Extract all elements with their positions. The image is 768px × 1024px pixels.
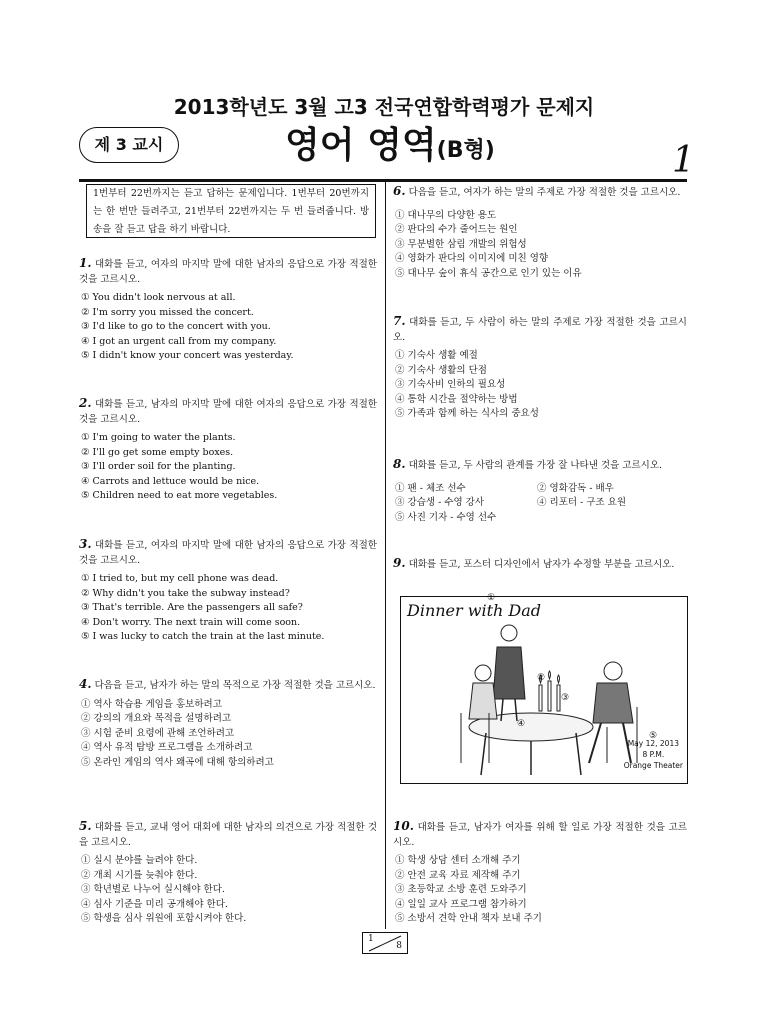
page-number: 1 (672, 140, 695, 181)
poster-place: Orange Theater (623, 761, 683, 770)
listening-notice: 1번부터 22번까지는 듣고 답하는 문제입니다. 1번부터 20번까지는 한 번만 들려주고, 21번부터 22번까지는 두 번 들려줍니다. 방송을 잘 듣고 답을 하기 바랍니다. (86, 184, 376, 238)
poster-date: May 12, 2013 (627, 739, 679, 748)
question-number: 2. (79, 396, 92, 410)
option[interactable]: ② 안전 교육 자료 제작해 주기 (395, 869, 521, 881)
option[interactable]: ⑤ Children need to eat more vegetables. (81, 490, 278, 501)
option[interactable]: ④ I got an urgent call from my company. (81, 335, 277, 347)
question-number: 8. (393, 457, 406, 471)
question-number: 9. (393, 556, 406, 570)
option[interactable]: ② 판다의 수가 줄어드는 원인 (395, 224, 518, 235)
page-counter (362, 932, 408, 954)
current-page: 1 (368, 934, 374, 944)
exam-title: 2013학년도 3월 고3 전국연합학력평가 문제지 (173, 95, 595, 119)
header-rule (79, 179, 687, 182)
option[interactable]: ① 역사 학습용 게임을 홍보하려고 (81, 698, 222, 710)
question-5 (79, 819, 377, 927)
option[interactable]: ③ 초등학교 소방 훈련 도와주기 (395, 884, 527, 895)
question-stem: 대화를 듣고, 포스터 디자인에서 남자가 수정할 부분을 고르시오. (408, 559, 675, 570)
question-stem: 대화를 듣고, 여자의 마지막 말에 대한 남자의 응답으로 가장 적절한 것을 고르시오. (79, 259, 377, 285)
subject-form: (B형) (436, 138, 495, 163)
option[interactable]: ③ 무분별한 삼림 개발의 위험성 (395, 238, 527, 250)
option-list (81, 572, 377, 645)
option-list (81, 431, 377, 504)
poster-time: 8 P.M. (642, 750, 665, 759)
option-list (81, 291, 377, 364)
option[interactable]: ① 기숙사 생활 예절 (395, 350, 478, 361)
question-stem: 대화를 듣고, 남자의 마지막 말에 대한 여자의 응답으로 가장 적절한 것을 고르시오. (79, 399, 377, 425)
option-list (395, 482, 687, 526)
option[interactable]: ① I tried to, but my cell phone was dead. (81, 573, 279, 584)
question-2 (79, 396, 377, 504)
question-1 (79, 256, 377, 364)
question-8 (393, 457, 687, 525)
option[interactable]: ④ 일일 교사 프로그램 참가하기 (395, 898, 527, 910)
question-stem: 대화를 듣고, 두 사람이 하는 말의 주제로 가장 적절한 것을 고르시오. (393, 317, 687, 343)
option[interactable]: ③ 시험 준비 요령에 관해 조언하려고 (81, 727, 235, 739)
column-divider (385, 181, 386, 929)
option[interactable]: ② 영화감독 - 배우 (537, 482, 614, 494)
marker-5: ⑤ (649, 731, 658, 741)
option[interactable]: ③ 기숙사비 인하의 필요성 (395, 379, 506, 390)
poster-event-info (624, 738, 683, 771)
option-list (395, 854, 687, 927)
question-number: 7. (393, 314, 406, 328)
option[interactable]: ⑤ 사진 기자 - 수영 선수 (395, 511, 497, 523)
poster-illustration (400, 593, 688, 784)
question-6 (393, 184, 687, 281)
question-number: 5. (79, 819, 92, 833)
option[interactable]: ⑤ I was lucky to catch the train at the last minute. (81, 631, 325, 642)
session-badge: 제 3 교시 (79, 127, 179, 163)
question-number: 10. (393, 819, 414, 833)
option[interactable]: ④ Don't worry. The next train will come soon. (81, 616, 301, 628)
option-list (81, 698, 377, 771)
question-number: 6. (393, 184, 406, 198)
option[interactable]: ④ Carrots and lettuce would be nice. (81, 475, 260, 487)
marker-4: ④ (517, 719, 526, 729)
option[interactable]: ④ 역사 유적 탐방 프로그램을 소개하려고 (81, 742, 253, 753)
option[interactable]: ② 강의의 개요와 목적을 설명하려고 (81, 713, 232, 724)
question-stem: 대화를 듣고, 교내 영어 대회에 대한 남자의 의견으로 가장 적절한 것을 고르시오. (79, 822, 377, 848)
subject-title (285, 125, 495, 172)
option[interactable]: ④ 통학 시간을 절약하는 방법 (395, 393, 518, 405)
option[interactable]: ① 대나무의 다양한 용도 (395, 209, 497, 221)
total-pages: 8 (396, 941, 402, 951)
question-number: 4. (79, 677, 92, 691)
question-4 (79, 677, 377, 770)
question-10 (393, 819, 687, 927)
option[interactable]: ② I'm sorry you missed the concert. (81, 306, 254, 318)
option[interactable]: ⑤ 가족과 함께 하는 식사의 중요성 (395, 408, 539, 419)
option[interactable]: ① I'm going to water the plants. (81, 432, 236, 443)
question-stem: 다음을 듣고, 남자가 하는 말의 목적으로 가장 적절한 것을 고르시오. (94, 680, 376, 691)
marker-3: ③ (561, 693, 570, 703)
option[interactable]: ③ I'd like to go to the concert with you. (81, 321, 271, 332)
option[interactable]: ③ 강습생 - 수영 강사 (395, 497, 485, 508)
option[interactable]: ② 기숙사 생활의 단점 (395, 364, 487, 376)
option[interactable]: ⑤ 온라인 게임의 역사 왜곡에 대해 항의하려고 (81, 756, 274, 768)
poster-title: Dinner with Dad (407, 601, 541, 620)
marker-1: ① (487, 593, 496, 603)
option[interactable]: ④ 리포터 - 구조 요원 (537, 497, 627, 508)
question-stem: 대화를 듣고, 여자의 마지막 말에 대한 남자의 응답으로 가장 적절한 것을 고르시오. (79, 540, 377, 566)
option[interactable]: ② 개최 시기를 늦춰야 한다. (81, 869, 198, 881)
option[interactable]: ① 팬 - 체조 선수 (395, 482, 466, 494)
option-list (81, 854, 377, 927)
option[interactable]: ① 학생 상담 센터 소개해 주기 (395, 855, 521, 866)
option[interactable]: ⑤ 소방서 견학 안내 책자 보내 주기 (395, 913, 542, 924)
option-list (395, 209, 687, 282)
option[interactable]: ⑤ 학생을 심사 위원에 포함시켜야 한다. (81, 913, 247, 924)
option[interactable]: ⑤ 대나무 숲이 휴식 공간으로 인기 있는 이유 (395, 267, 582, 279)
option[interactable]: ③ 학년별로 나누어 실시해야 한다. (81, 884, 225, 895)
option[interactable]: ⑤ I didn't know your concert was yesterday. (81, 350, 294, 361)
option[interactable]: ④ 심사 기준을 미리 공개해야 한다. (81, 898, 228, 910)
question-stem: 대화를 듣고, 두 사람의 관계를 가장 잘 나타낸 것을 고르시오. (408, 460, 663, 471)
option[interactable]: ② I'll go get some empty boxes. (81, 446, 234, 458)
question-stem: 대화를 듣고, 남자가 여자를 위해 할 일로 가장 적절한 것을 고르시오. (393, 822, 687, 848)
question-7 (393, 314, 687, 422)
marker-2: ② (537, 673, 546, 683)
question-number: 3. (79, 537, 92, 551)
option[interactable]: ② Why didn't you take the subway instead? (81, 587, 290, 599)
question-3 (79, 537, 377, 645)
subject-name: 영어 영역 (285, 125, 437, 166)
option[interactable]: ③ That's terrible. Are the passengers all safe? (81, 602, 303, 613)
option[interactable]: ① 실시 분야를 늘려야 한다. (81, 855, 198, 866)
question-stem: 다음을 듣고, 여자가 하는 말의 주제로 가장 적절한 것을 고르시오. (408, 187, 681, 198)
option-list (395, 349, 687, 422)
option[interactable]: ① You didn't look nervous at all. (81, 292, 236, 303)
question-9 (393, 556, 687, 573)
option[interactable]: ④ 영화가 판다의 이미지에 미친 영향 (395, 253, 549, 264)
question-number: 1. (79, 256, 92, 270)
option[interactable]: ③ I'll order soil for the planting. (81, 461, 236, 472)
